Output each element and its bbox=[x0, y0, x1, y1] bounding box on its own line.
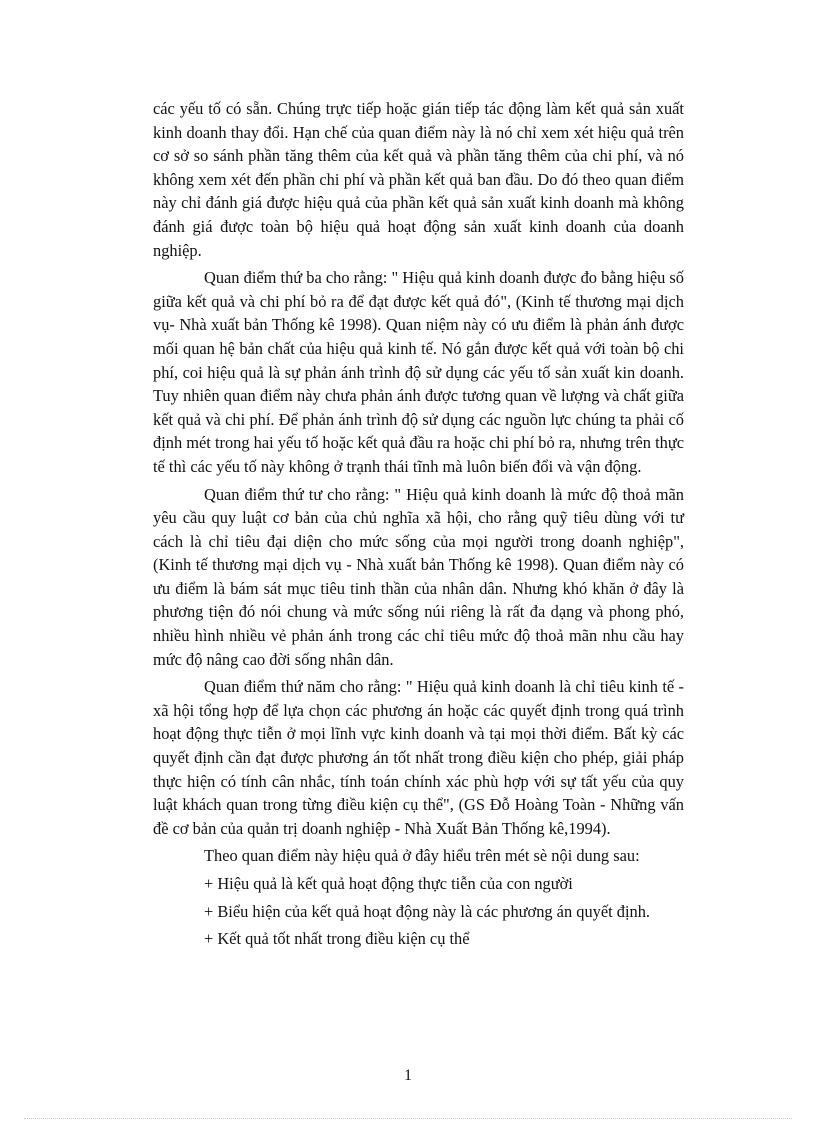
page-bottom-divider bbox=[24, 1118, 792, 1119]
paragraph-third-view: Quan điểm thứ ba cho rằng: " Hiệu quả kinh doanh được đo bằng hiệu số giữa kết quả và chi phí bỏ ra để đạt được kết quả đó", (Kinh tế thương mại dịch vụ- Nhà xuất bản Thống kê 1998). Quan niệm này có ưu điểm là phản ánh được mối quan hệ bản chất của hiệu quả kinh tế. Nó gắn được kết quả với toàn bộ chi phí, coi hiệu quả là sự phản ánh trình độ sử dụng các yếu tố sản xuất kin doanh. Tuy nhiên quan điểm này chưa phản ánh được tương quan về lượng và chất giữa kết quả và chi phí. Để phản ánh trình độ sử dụng các nguồn lực chúng ta phải cố định mét trong hai yếu tố hoặc kết quả đầu ra hoặc chi phí bỏ ra, nhưng trên thực tế thì các yếu tố này không ở trạnh thái tĩnh mà luôn biến đổi và vận động. bbox=[153, 268, 684, 476]
paragraph-list-intro: Theo quan điểm này hiệu quả ở đây hiểu trên mét sè nội dung sau: bbox=[204, 846, 640, 866]
paragraph-fifth-view: Quan điểm thứ năm cho rằng: " Hiệu quả kinh doanh là chỉ tiêu kinh tế - xã hội tổng hợp để lựa chọn các phương án hoặc các quyết định trong quá trình hoạt động thực tiễn ở mọi lĩnh vực kinh doanh và tại mọi thời điểm. Bất kỳ các quyết định cần đạt được phương án tốt nhất trong điều kiện cho phép, giải pháp thực hiện có tính cân nhắc, tính toán chính xác phù hợp với sự tất yếu của quy luật khách quan trong từng điều kiện cụ thể", (GS Đỗ Hoàng Toàn - Những vấn đề cơ bản của quản trị doanh nghiệp - Nhà Xuất Bản Thống kê,1994). bbox=[153, 677, 684, 838]
paragraph-continuation: các yếu tố có sẵn. Chúng trực tiếp hoặc gián tiếp tác động làm kết quả sản xuất kinh doanh thay đổi. Hạn chế của quan điểm này là nó chỉ xem xét hiệu quả trên cơ sở so sánh phần tăng thêm của kết quả và phần tăng thêm của chi phí, và nó không xem xét đến phần chi phí và phần kết quả ban đầu. Do đó theo quan điểm này chỉ đánh giá được hiệu quả của phần kết quả sản xuất kinh doanh mà không đánh giá được toàn bộ hiệu quả hoạt động sản xuất kinh doanh của doanh nghiệp. bbox=[153, 99, 684, 260]
list-item: + Biểu hiện của kết quả hoạt động này là các phương án quyết định. bbox=[204, 901, 650, 921]
list-item: + Kết quả tốt nhất trong điều kiện cụ thể bbox=[204, 929, 470, 949]
page-body bbox=[153, 97, 684, 951]
page-number: 1 bbox=[404, 1067, 412, 1084]
list-item: + Hiệu quả là kết quả hoạt động thực tiễn của con người bbox=[204, 874, 573, 893]
paragraph-fourth-view: Quan điểm thứ tư cho rằng: " Hiệu quả kinh doanh là mức độ thoả mãn yêu cầu quy luật cơ bản của chủ nghĩa xã hội, cho rằng quỹ tiêu dùng với tư cách là chỉ tiêu đại diện cho mức sống của mọi người trong doanh nghiệp", (Kinh tế thương mại dịch vụ - Nhà xuất bản Thống kê 1998). Quan điểm này có ưu điểm là bám sát mục tiêu tinh thần của nhân dân. Nhưng khó khăn ở đây là phương tiện đó nói chung và mức sống núi riêng là rất đa dạng và phong phó, nhiều hình nhiều vẻ phản ánh trong các chỉ tiêu mức độ thoả mãn nhu cầu hay mức độ nâng cao đời sống nhân dân. bbox=[153, 484, 684, 669]
